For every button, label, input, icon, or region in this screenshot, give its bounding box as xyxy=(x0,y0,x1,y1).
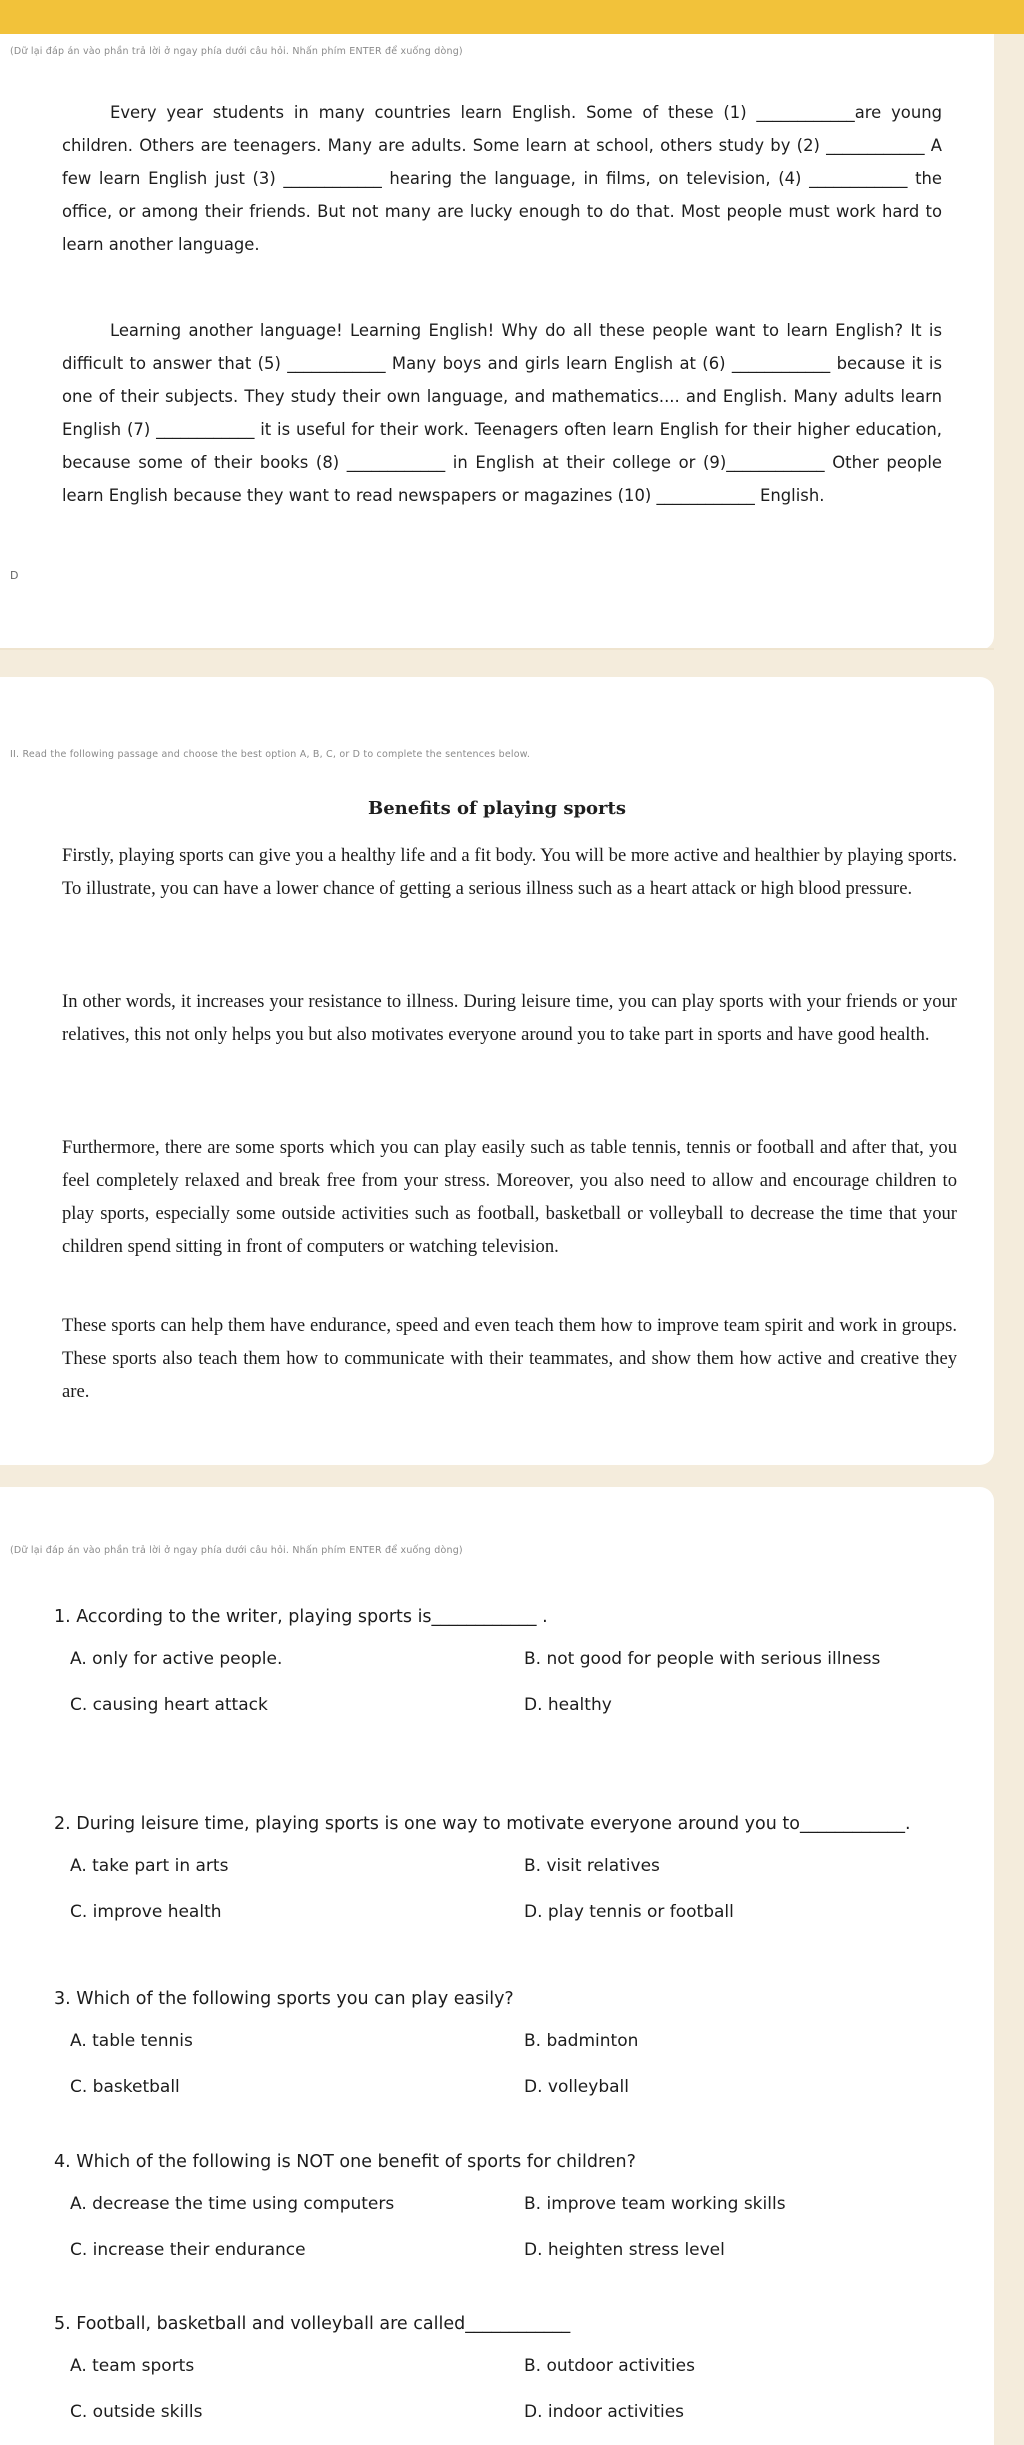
instruction-note: (Dữ lại đáp án vào phần trả lời ở ngay phía dưới câu hỏi. Nhấn phím ENTER để xuống dòng) xyxy=(10,1545,463,1556)
question-text: 3. Which of the following sports you can play easily? xyxy=(54,1989,514,2009)
question-5 xyxy=(54,2312,954,2424)
divider xyxy=(0,648,994,650)
passage-paragraph-1 xyxy=(62,96,942,261)
option-b[interactable]: B. outdoor activities xyxy=(524,2356,695,2376)
paragraph-text: Learning another language! Learning English! Why do all these people want to learn English? It is difficult to answer that (5) ____________ Many boys and girls learn English at (6) ____________ because it is one of their subjects. They study their own language, and mathematics.... and English. Many adults learn English (7) ____________ it is useful for their work. Teenagers often learn English for their higher education, because some of their books (8) ____________ in English at their college or (9)____________ Other people learn English because they want to read newspapers or magazines (10) ____________ English. xyxy=(62,321,942,505)
questions-card xyxy=(0,1487,994,2445)
passage-paragraph-3: Furthermore, there are some sports which you can play easily such as table tennis, tennis or football and after that, you feel completely relaxed and break free from your stress. Moreover, you also need to allow and encourage children to play sports, especially some outside activities such as football, basketball or volleyball to decrease the time that your children spend sitting in front of computers or watching television. xyxy=(62,1137,957,1257)
options-row xyxy=(54,2400,954,2424)
option-d[interactable]: D. volleyball xyxy=(524,2077,629,2097)
option-c[interactable]: C. basketball xyxy=(70,2077,180,2097)
passage-paragraph-2 xyxy=(62,314,942,512)
option-d[interactable]: D. heighten stress level xyxy=(524,2240,725,2260)
option-b[interactable]: B. not good for people with serious illness xyxy=(524,1649,881,1669)
option-a[interactable]: A. team sports xyxy=(70,2356,195,2376)
options-row xyxy=(54,1900,954,1924)
cloze-passage-card xyxy=(0,34,994,650)
options-row xyxy=(54,2029,954,2053)
option-c[interactable]: C. increase their endurance xyxy=(70,2240,306,2260)
question-3 xyxy=(54,1987,954,2099)
passage-paragraph-2: In other words, it increases your resistance to illness. During leisure time, you can play sports with your friends or your relatives, this not only helps you but also motivates everyone around you to take part in sports and have good health. xyxy=(62,991,957,1045)
answer-marker: D xyxy=(10,569,19,582)
instruction-note: II. Read the following passage and choose the best option A, B, C, or D to complete the sentences below. xyxy=(10,749,531,760)
option-d[interactable]: D. indoor activities xyxy=(524,2402,685,2422)
option-c[interactable]: C. improve health xyxy=(70,1902,222,1922)
options-row xyxy=(54,1693,954,1717)
passage-paragraph-4: These sports can help them have endurance, speed and even teach them how to improve team spirit and work in groups. These sports also teach them how to communicate with their teammates, and show them how active and creative they are. xyxy=(62,1315,957,1402)
option-b[interactable]: B. badminton xyxy=(524,2031,639,2051)
instruction-note: (Dữ lại đáp án vào phần trả lời ở ngay phía dưới câu hỏi. Nhấn phím ENTER để xuống dòng) xyxy=(10,46,463,57)
options-row xyxy=(54,2075,954,2099)
options-row xyxy=(54,1854,954,1878)
options-row xyxy=(54,1647,954,1671)
option-c[interactable]: C. outside skills xyxy=(70,2402,203,2422)
option-a[interactable]: A. table tennis xyxy=(70,2031,193,2051)
question-text: 5. Football, basketball and volleyball are called____________ xyxy=(54,2314,571,2334)
question-4 xyxy=(54,2150,954,2262)
question-text: 4. Which of the following is NOT one benefit of sports for children? xyxy=(54,2152,636,2172)
passage-paragraph-1: Firstly, playing sports can give you a healthy life and a fit body. You will be more active and healthier by playing sports. To illustrate, you can have a lower chance of getting a serious illness such as a heart attack or high blood pressure. xyxy=(62,845,957,899)
option-b[interactable]: B. visit relatives xyxy=(524,1856,660,1876)
passage-title: Benefits of playing sports xyxy=(367,798,626,819)
paragraph-text: Every year students in many countries learn English. Some of these (1) ____________are young children. Others are teenagers. Many are adults. Some learn at school, others study by (2) ____________ A few learn English just (3) ____________ hearing the language, in films, on television, (4) ____________ the office, or among their friends. But not many are lucky enough to do that. Most people must work hard to learn another language. xyxy=(62,103,942,254)
option-d[interactable]: D. play tennis or football xyxy=(524,1902,734,1922)
question-1 xyxy=(54,1605,954,1717)
option-b[interactable]: B. improve team working skills xyxy=(524,2194,786,2214)
option-a[interactable]: A. only for active people. xyxy=(70,1649,283,1669)
reading-passage-card xyxy=(0,677,994,1465)
question-2 xyxy=(54,1812,954,1924)
question-text: 2. During leisure time, playing sports is one way to motivate everyone around you to____________. xyxy=(54,1814,911,1834)
option-a[interactable]: A. take part in arts xyxy=(70,1856,229,1876)
options-row xyxy=(54,2192,954,2216)
options-row xyxy=(54,2354,954,2378)
question-text: 1. According to the writer, playing sports is____________ . xyxy=(54,1607,548,1627)
option-c[interactable]: C. causing heart attack xyxy=(70,1695,268,1715)
option-d[interactable]: D. healthy xyxy=(524,1695,612,1715)
top-accent-bar xyxy=(0,0,1024,34)
options-row xyxy=(54,2238,954,2262)
option-a[interactable]: A. decrease the time using computers xyxy=(70,2194,395,2214)
